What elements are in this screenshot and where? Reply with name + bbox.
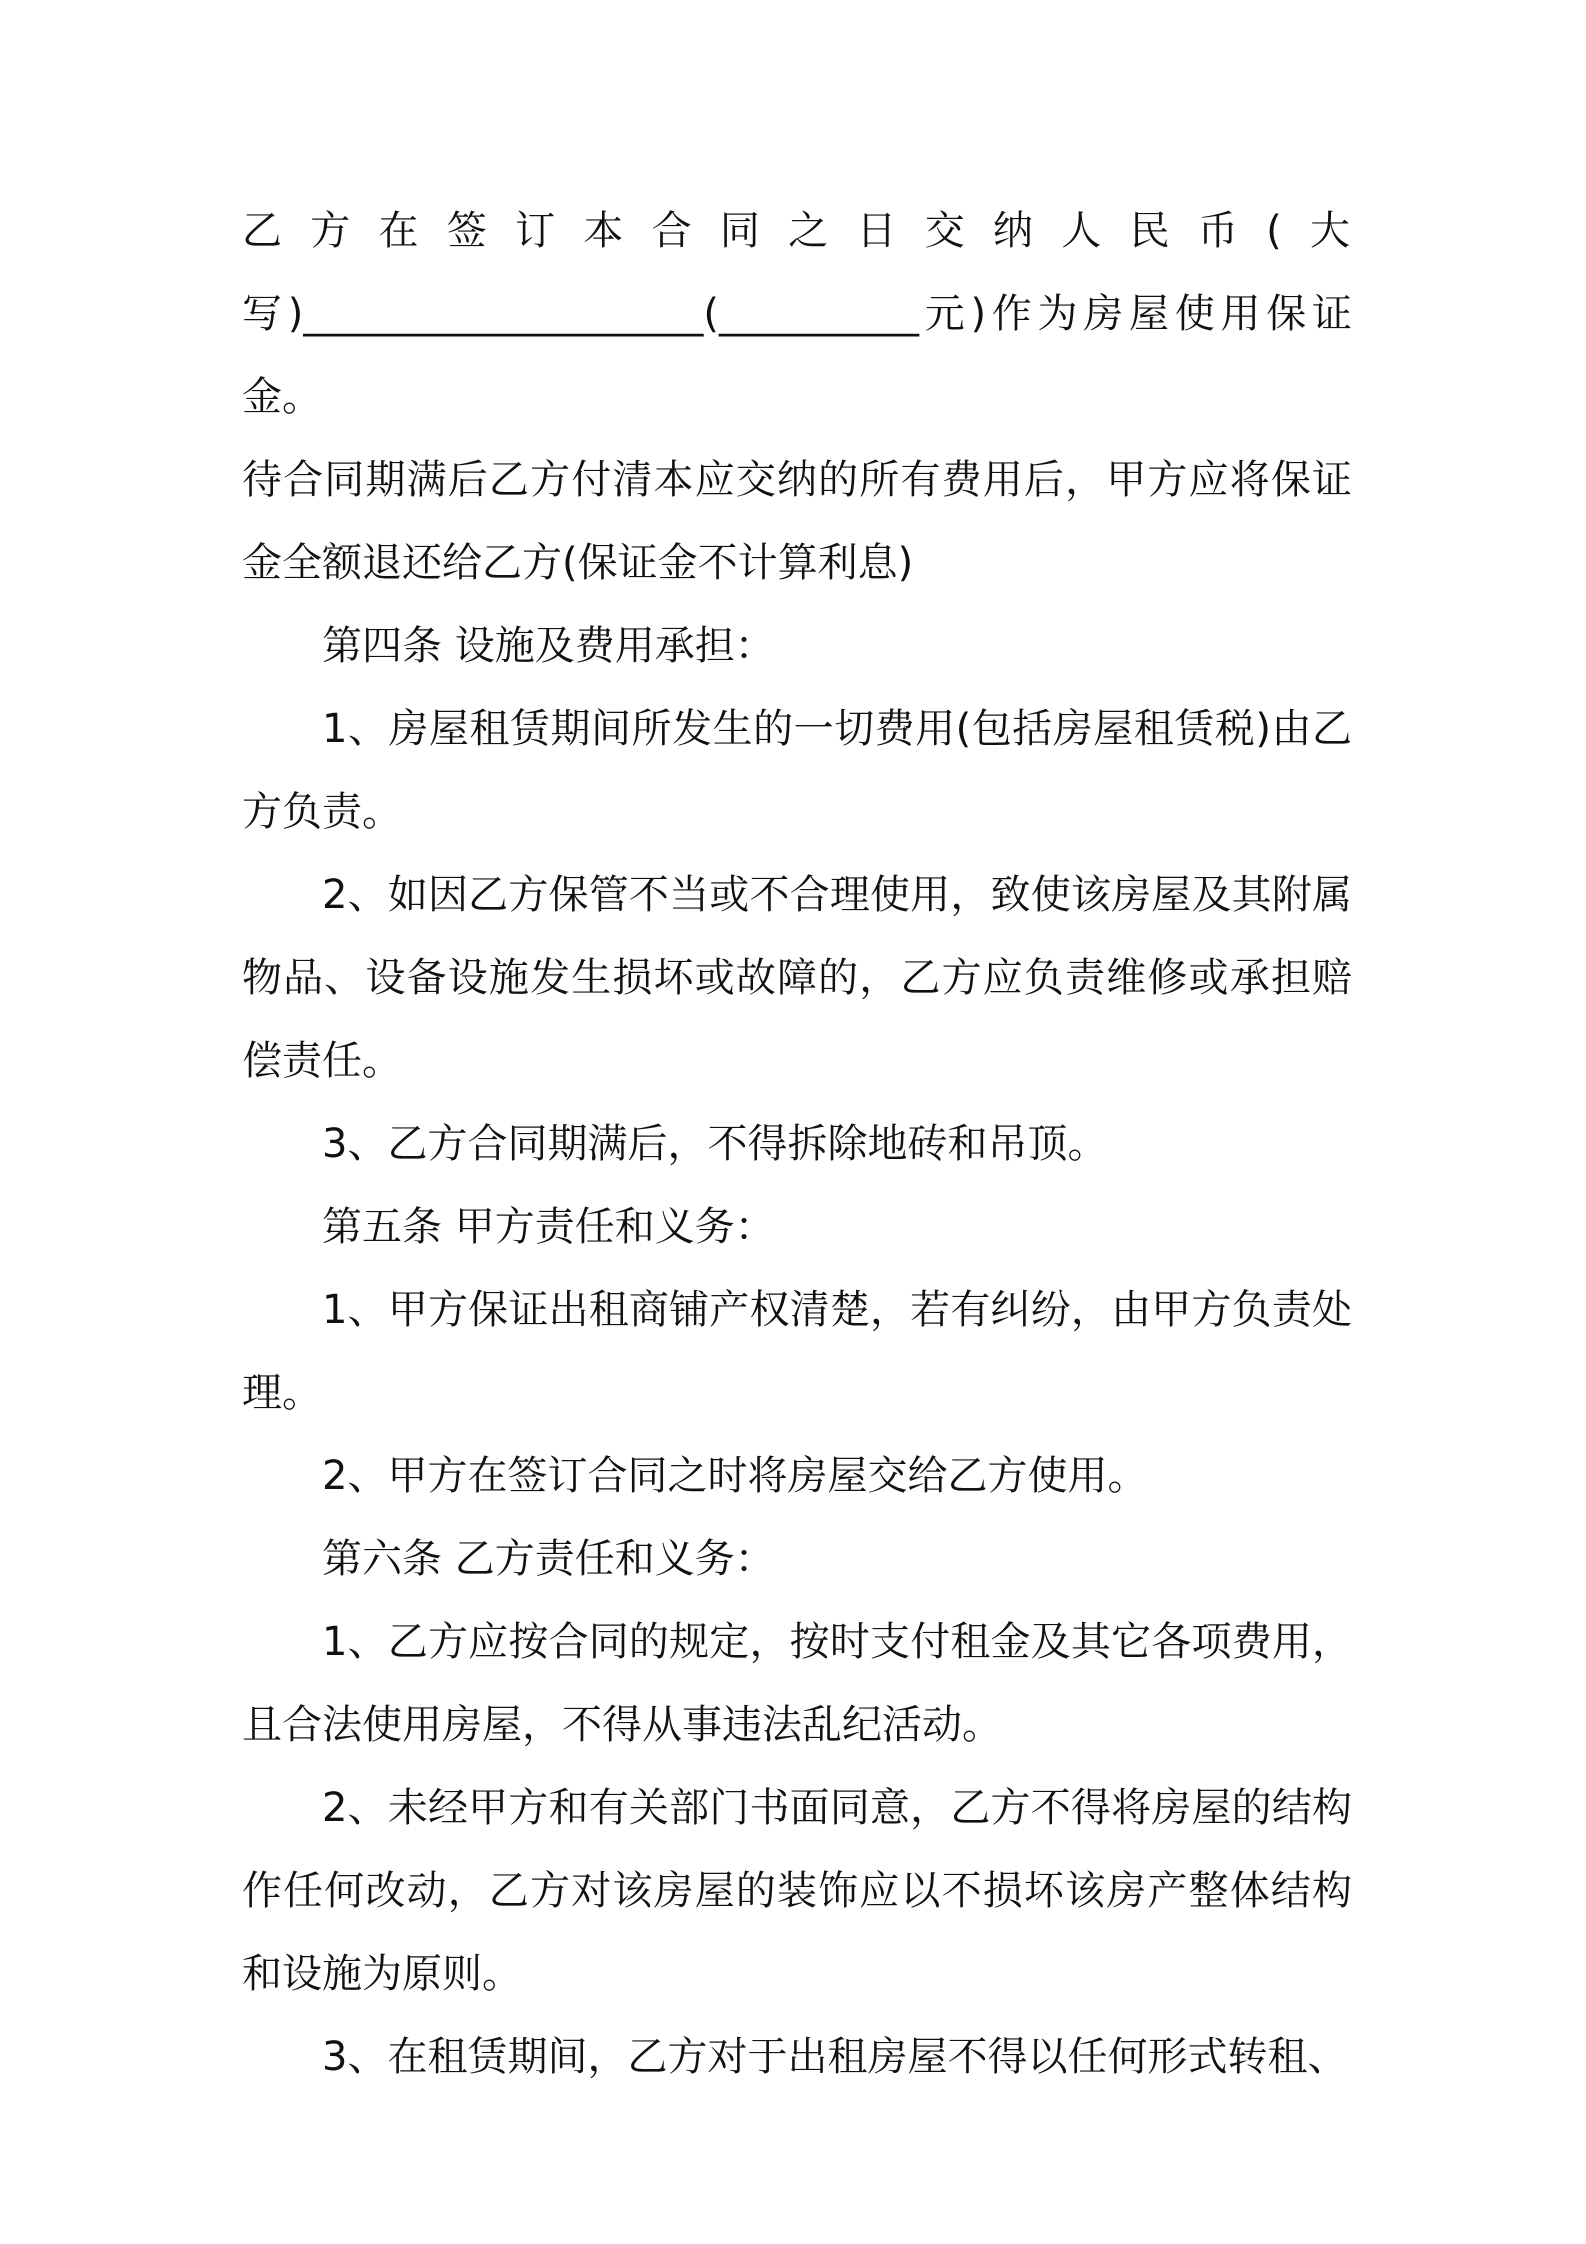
article-6-item-2: 2、未经甲方和有关部门书面同意，乙方不得将房屋的结构作任何改动，乙方对该房屋的装饰应以不损坏该房产整体结构和设施为原则。 [242, 1785, 1352, 1997]
article-6-item-1: 1、乙方应按合同的规定，按时支付租金及其它各项费用，且合法使用房屋，不得从事违法乱纪活动。 [242, 1619, 1352, 1748]
article-4-item-1: 1、房屋租赁期间所发生的一切费用(包括房屋租赁税)由乙方负责。 [242, 706, 1352, 835]
article-6-heading: 第六条 乙方责任和义务： [322, 1536, 775, 1582]
article-4-heading: 第四条 设施及费用承担： [322, 623, 775, 669]
article-5-item-1: 1、甲方保证出租商铺产权清楚，若有纠纷，由甲方负责处理。 [242, 1287, 1352, 1416]
document-body [242, 190, 1352, 2099]
paragraph-deposit-line-2: 写)____________________(__________元)作为房屋使用保证金。 [242, 291, 1352, 420]
paragraph-deposit-line-1: 乙方在签订本合同之日交纳人民币(大 [242, 208, 1352, 254]
article-4-item-3: 3、乙方合同期满后，不得拆除地砖和吊顶。 [322, 1121, 1108, 1167]
article-5-heading: 第五条 甲方责任和义务： [322, 1204, 775, 1250]
paragraph-deposit-refund: 待合同期满后乙方付清本应交纳的所有费用后，甲方应将保证金全额退还给乙方(保证金不计算利息) [242, 457, 1352, 586]
article-6-item-3: 3、在租赁期间，乙方对于出租房屋不得以任何形式转租、 [322, 2034, 1348, 2080]
article-4-item-2: 2、如因乙方保管不当或不合理使用，致使该房屋及其附属物品、设备设施发生损坏或故障的，乙方应负责维修或承担赔偿责任。 [242, 872, 1352, 1084]
article-5-item-2: 2、甲方在签订合同之时将房屋交给乙方使用。 [322, 1453, 1148, 1499]
